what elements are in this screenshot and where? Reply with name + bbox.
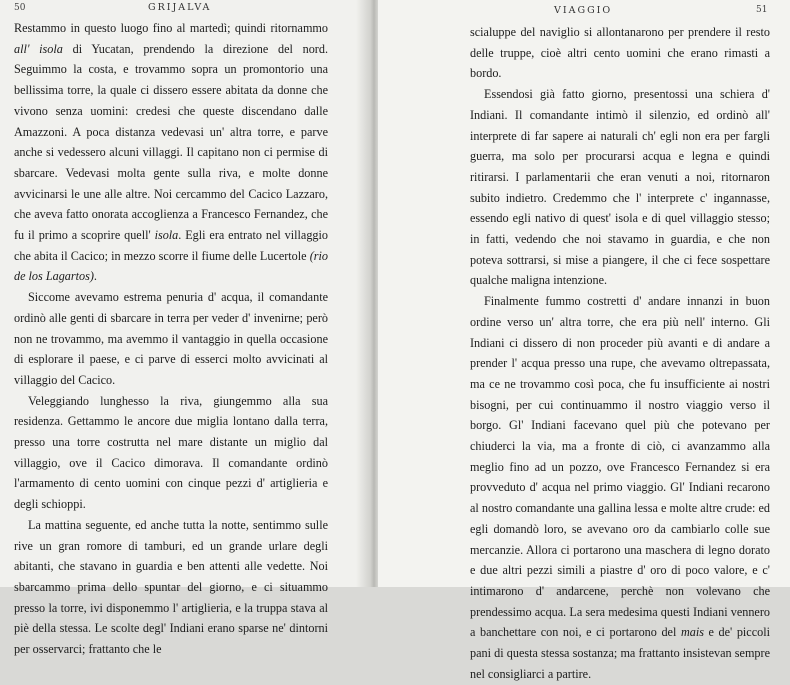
italic-text: isola <box>154 228 179 243</box>
left-page-number: 50 <box>14 3 26 13</box>
paragraph <box>14 515 328 660</box>
right-page <box>378 0 790 681</box>
paragraph <box>14 287 328 391</box>
text-run: Siccome avevamo estrema penuria d' acqua, il comandante ordinò alle genti di sbarcare in terra per veder d' invenirne; però non ne trovammo, ma avemmo il vantaggio in quella occasione di esplorare il paese, e ci parve di esserci molto avvicinati al villaggio del Cacico. <box>14 290 328 387</box>
left-page <box>0 0 372 657</box>
text-run: Finalmente fummo costretti d' andare innanzi in buon ordine verso un' altra torre, che era più nell' interno. Gli Indiani ci dissero di non proceder più avanti e di andare a prender l' acqua presso una rupe, che avevamo oltrepassata, ma ce ne trovammo così poca, che fu insufficiente ai nostri bisogni, per cui continuammo il nostro viaggio verso il borgo. Gl' Indiani facevano quel più che potevano per chiuderci la via, ma a fronte di ciò, ci avanzammo alla meglio fino ad un pozzo, ove Francesco Fernandez si era provveduto d' acqua nel primo viaggio. Gl' Indiani recarono al nostro comandante una gallina lessa e molte altre crude: ed egli domandò loro, se avevano oro da cambiarlo colle sue mercanzie. Allora ci portarono una maschera di legno dorato e due altri pezzi simili a piastre d' oro di poco valore, e c' intimarono d' andarcene, perchè non volevano che prendessimo acqua. La sera medesima questi Indiani vennero a banchettare con noi, e ci portarono del <box>470 294 770 640</box>
text-run: Veleggiando lunghesso la riva, giungemmo alla sua residenza. Gettammo le ancore due miglia lontano dalla terra, presso una torre costrutta nel mare distante un miglio dal villaggio, ove il Cacico dimorava. Il comandante ordinò l'armamento di cento uomini con cinque pezzi d' artiglieria e degli schioppi. <box>14 393 328 512</box>
paragraph <box>470 84 770 291</box>
text-run: di Yucatan, prendendo la direzione del nord. Seguimmo la costa, e trovammo sopra un promontorio una bellissima torre, la quale ci dissero essere abitata da donne che vivono senza uomini: credesi che queste discendano dalle Amazzoni. A poca distanza vedevasi un' altra torre, e parve anche si vedessero alcuni villaggi. Il capitano non ci permise di sbarcare. Vedevasi molta gente sulla riva, e molte donne avvicinarsi le une alle altre. Noi cercammo del Cacico Lazzaro, che aveva fatto onorata accoglienza a Francesco Fernandez, che fu il primo a scoprire quell' <box>14 41 328 243</box>
text-run: . Egli era entrato nel villaggio che abita il Cacico; in mezzo scorre il fiume delle Lucertole <box>14 228 328 263</box>
italic-text: (rio de los Lagartos) <box>14 248 328 284</box>
text-run: e de' piccoli pani di questa stessa sostanza; ma frattanto insistevan sempre nel consigliarci a partire. <box>470 625 770 681</box>
italic-text: all' isola <box>14 41 63 56</box>
paragraph <box>470 22 770 84</box>
paragraph <box>14 18 328 287</box>
text-run: Essendosi già fatto giorno, presentossi una schiera d' Indiani. Il comandante intimò il silenzio, ed ordinò all' interprete di far sapere ai naturali ch' egli non era per fargli guerra, ma solo per procurarsi acqua e legna e quindi ritirarsi. I parlamentarii che eran venuti a noi, ritornaron subito indietro. Credemmo che l' interprete c' ingannasse, essendo egli nativo di quest' isola e di quel villaggio stesso; in fatti, vedendo che noi stavamo in guardia, e che non poteva sottrarsi, si mise a piangere, il che ci fece sospettare qualche maligna intenzione. <box>470 87 770 288</box>
right-page-text <box>470 22 770 685</box>
text-run: scialuppe del naviglio si allontanarono per prendere il resto delle truppe, cioè altri cento uomini che erano rimasti a bordo. <box>470 25 770 81</box>
paragraph <box>14 391 328 515</box>
left-running-head: GRIJALVA <box>148 2 212 13</box>
right-page-number: 51 <box>756 5 768 15</box>
text-run: Restammo in questo luogo fino al martedì; quindi ritornammo <box>14 21 328 35</box>
text-run: La mattina seguente, ed anche tutta la notte, sentimmo sulle rive un gran romore di tamburi, ed un grande urlare degli abitanti, che stavano in guardia e ben attenti alle vedette. Noi sbarcammo prima dello spuntar del giorno, e ci situammo presso la torre, ivi disponemmo l' artiglieria, e la truppa stava al piè della stessa. Le scolte degl' Indiani erano sparse ne' dintorni per osservarci; frattanto che le <box>14 517 328 657</box>
italic-text: mais <box>680 625 704 640</box>
left-page-text <box>14 18 328 660</box>
paragraph <box>470 291 770 684</box>
right-running-head: VIAGGIO <box>554 5 613 16</box>
text-run: . <box>93 269 97 284</box>
